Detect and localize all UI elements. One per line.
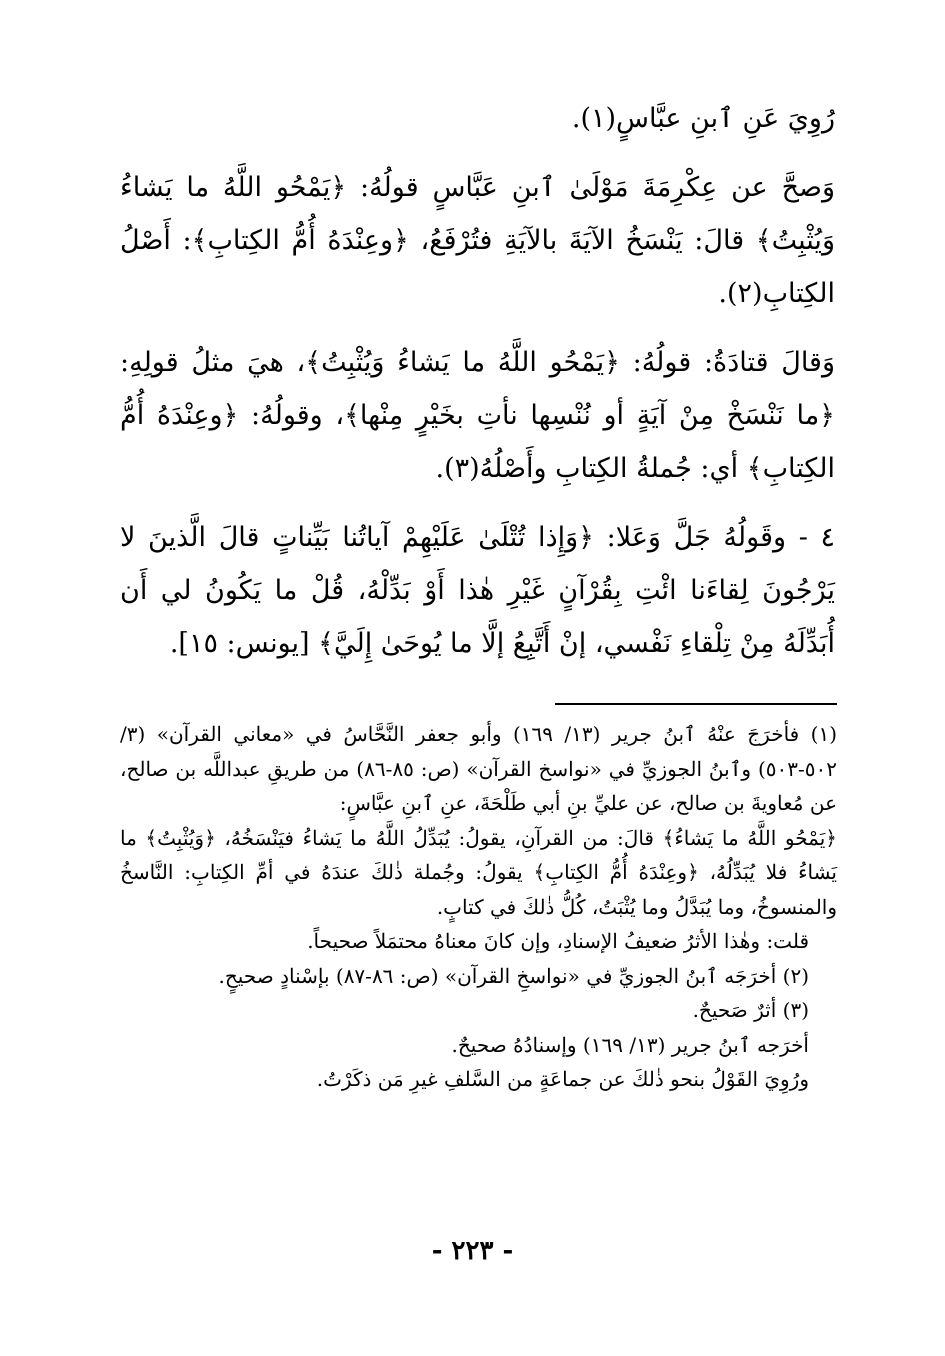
footnote-1: (١) فأخرَجَ عنْهُ ٱبنُ جرير (١٣/ ١٦٩) وأبو جعفر النَّحَّاسُ في «معاني القرآن» (٣/ ٥٠٢-٥٠٣) وٱبنُ الجوزيِّ في «نواسخ القرآن» (ص: ٨٥-٨٦) من طريقِ عبداللَّه بن صالح، عن مُعاويةَ بن صالح، عن عليِّ بنِ أبي طَلْحَةَ، عنِ ٱبنِ عبَّاسٍ: <box>120 722 838 815</box>
paragraph-riwaya: رُوِيَ عَنِ ٱبنِ عبَّاسٍ(١). <box>571 103 835 134</box>
footnote-2: (٢) أخرَجَه ٱبنُ الجوزيِّ في «نواسخِ القرآن» (ص: ٨٦-٨٧) بإسْنادٍ صحيحٍ. <box>218 963 809 988</box>
footnote-1-comment: قلت: وهٰذا الأثرُ ضعيفُ الإسنادِ، وإن كانَ معناهُ محتمَلاً صحيحاً. <box>307 929 809 953</box>
paragraph-item-4: ٤ - وقَولُهُ جَلَّ وَعَلا: ﴿وَإِذا تُتْلَىٰ عَلَيْهِمْ آياتُنا بَيِّناتٍ قالَ الَّذينَ لا يَرْجُونَ لِقاءَنا ائْتِ بِقُرْآنٍ غَيْرِ هٰذا أَوْ بَدِّلْهُ، قُلْ ما يَكُونُ لي أَن أُبَدِّلَهُ مِنْ تِلْقاءِ نَفْسي، إنْ أَتَّبِعُ إلَّا ما يُوحَىٰ إِلَيَّ﴾ [يونس: ١٥]. <box>120 522 835 659</box>
paragraph-qatada: وَقالَ قتادَةُ: قولُهُ: ﴿يَمْحُو اللَّهُ ما يَشاءُ وَيُثْبِتُ﴾، هيَ مثلُ قولِهِ: ﴿ما نَنْسَخْ مِنْ آيَةٍ أو نُنْسِها نأتِ بخَيْرٍ مِنْها﴾، وقولُهُ: ﴿وعِنْدَهُ أُمُّ الكِتابِ﴾ أي: جُملةُ الكِتابِ وأَصْلُهُ(٣). <box>120 347 835 484</box>
footnote-separator <box>555 703 837 705</box>
page-number: - ٢٢٣ - <box>431 1236 514 1266</box>
main-text <box>120 92 835 686</box>
footnote-3-note: ورُوِيَ القَوْلُ بنحو ذٰلكَ عن جماعَةٍ من السَّلفِ غيرِ مَن ذكَرْتُ. <box>316 1067 809 1091</box>
footnotes <box>120 717 837 1097</box>
footnote-1-quote: ﴿يَمْحُو اللَّهُ ما يَشاءُ﴾ قالَ: من القرآنِ، يقولُ: يُبَدِّلُ اللَّهُ ما يَشاءُ فيَنْسَخُهُ، ﴿وَيُثْبِتُ﴾ ما يَشاءُ فلا يُبَدِّلُهُ، ﴿وعِنْدَهُ أُمُّ الكِتابِ﴾ يقولُ: وجُملة ذٰلكَ عندَهُ في أمِّ الكِتابِ: النَّاسخُ والمنسوخُ، وما يُبَدَّلُ وما يُثْبَتُ، كُلُّ ذٰلكَ في كتابٍ. <box>120 825 837 919</box>
footnote-3: (٣) أثرٌ صَحيحٌ. <box>692 998 809 1022</box>
footnote-3-source: أخرَجه ٱبنُ جرير (١٣/ ١٦٩) وإسنادُهُ صحيحٌ. <box>451 1032 809 1057</box>
paragraph-ikrima: وَصحَّ عن عِكْرِمَةَ مَوْلَىٰ ٱبنِ عَبَّاسٍ قولُهُ: ﴿يَمْحُو اللَّهُ ما يَشاءُ وَيُثْبِتُ﴾ قالَ: يَنْسَخُ الآيَةَ بالآيَةِ فتُرْفَعُ، ﴿وعِنْدَهُ أُمُّ الكِتابِ﴾: أَصْلُ الكِتابِ(٢). <box>120 172 835 309</box>
